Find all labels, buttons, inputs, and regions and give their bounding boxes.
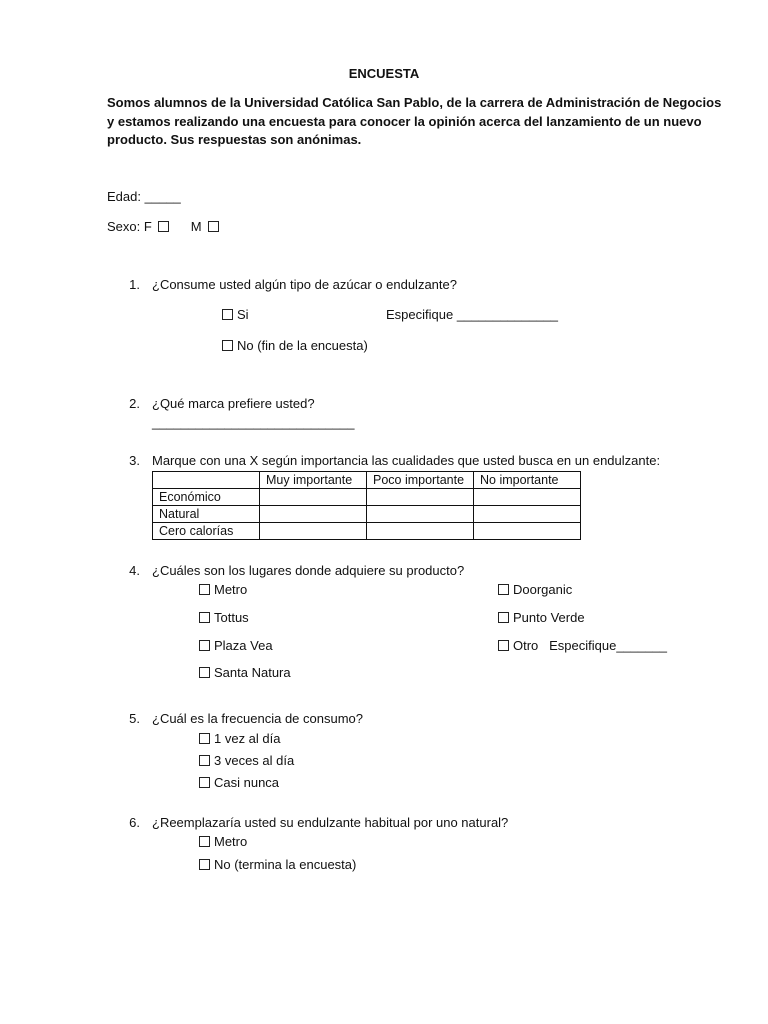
- checkbox[interactable]: [199, 612, 210, 623]
- row-label: Cero calorías: [153, 523, 260, 540]
- q4-option-tottus[interactable]: [199, 610, 249, 625]
- q6-question: ¿Reemplazaría usted su endulzante habitual por uno natural?: [152, 815, 509, 830]
- q4-question: ¿Cuáles son los lugares donde adquiere su producto?: [152, 563, 465, 578]
- checkbox[interactable]: [222, 340, 233, 351]
- answer-cell[interactable]: [260, 489, 367, 506]
- checkbox[interactable]: [199, 777, 210, 788]
- answer-cell[interactable]: [367, 506, 474, 523]
- checkbox[interactable]: [199, 667, 210, 678]
- q4-option-metro[interactable]: [199, 582, 247, 597]
- q3-question: Marque con una X según importancia las cualidades que usted busca en un endulzante:: [152, 453, 661, 468]
- option-label: Casi nunca: [214, 775, 280, 790]
- checkbox[interactable]: [199, 859, 210, 870]
- checkbox[interactable]: [498, 612, 509, 623]
- table-header-cell: Muy importante: [260, 472, 367, 489]
- sexo-m-checkbox[interactable]: [208, 221, 219, 232]
- table-header-row: [153, 472, 581, 489]
- answer-cell[interactable]: [474, 523, 581, 540]
- q1-especifique[interactable]: Especifique ______________: [386, 307, 559, 322]
- sexo-label: Sexo:: [107, 219, 141, 234]
- option-label: Tottus: [214, 610, 249, 625]
- option-label: Punto Verde: [513, 610, 585, 625]
- option-label: No (fin de la encuesta): [237, 338, 368, 353]
- option-label: Otro Especifique_______: [513, 638, 667, 653]
- q6-option[interactable]: [199, 834, 247, 849]
- edad-blank[interactable]: _____: [144, 189, 181, 204]
- table-row: [153, 489, 581, 506]
- survey-title: ENCUESTA: [348, 66, 420, 81]
- answer-cell[interactable]: [367, 489, 474, 506]
- q4-number: 4.: [129, 563, 140, 578]
- q1-option-no[interactable]: [222, 338, 368, 353]
- answer-cell[interactable]: [260, 506, 367, 523]
- option-label: 3 veces al día: [214, 753, 295, 768]
- sexo-f-checkbox[interactable]: [158, 221, 169, 232]
- table-header-cell: No importante: [474, 472, 581, 489]
- edad-field[interactable]: [107, 189, 181, 204]
- answer-cell[interactable]: [367, 523, 474, 540]
- checkbox[interactable]: [199, 836, 210, 847]
- q1-option-si[interactable]: [222, 307, 249, 322]
- q3-number: 3.: [129, 453, 140, 468]
- intro-line: Somos alumnos de la Universidad Católica San Pablo, de la carrera de Administración de Negocios: [107, 95, 722, 110]
- q6-option[interactable]: [199, 857, 356, 872]
- answer-cell[interactable]: [474, 506, 581, 523]
- row-label: Natural: [153, 506, 260, 523]
- q4-option-punto-verde[interactable]: [498, 610, 585, 625]
- option-label: Metro: [214, 834, 248, 849]
- option-label: Si: [237, 307, 249, 322]
- row-label: Económico: [153, 489, 260, 506]
- q5-option[interactable]: [199, 753, 294, 768]
- intro-line: producto. Sus respuestas son anónimas.: [107, 132, 362, 147]
- checkbox[interactable]: [199, 584, 210, 595]
- checkbox[interactable]: [199, 733, 210, 744]
- q5-option[interactable]: [199, 775, 279, 790]
- intro-line: y estamos realizando una encuesta para conocer la opinión acerca del lanzamiento de un nuevo: [107, 113, 702, 129]
- intro-paragraph: [107, 94, 722, 150]
- q5-number: 5.: [129, 711, 140, 726]
- option-label: Doorganic: [513, 582, 573, 597]
- checkbox[interactable]: [498, 584, 509, 595]
- q1-number: 1.: [129, 277, 140, 292]
- q2-question: ¿Qué marca prefiere usted?: [152, 396, 315, 411]
- option-label: Plaza Vea: [214, 638, 273, 653]
- option-label: 1 vez al día: [214, 731, 281, 746]
- table-row: [153, 506, 581, 523]
- q5-option[interactable]: [199, 731, 281, 746]
- q4-option-otro[interactable]: [498, 638, 667, 653]
- checkbox[interactable]: [498, 640, 509, 651]
- checkbox[interactable]: [199, 755, 210, 766]
- answer-cell[interactable]: [474, 489, 581, 506]
- edad-label: Edad:: [107, 189, 141, 204]
- sexo-f-label: F: [143, 219, 152, 234]
- sexo-field: [107, 219, 223, 234]
- table-row: [153, 523, 581, 540]
- q5-question: ¿Cuál es la frecuencia de consumo?: [152, 711, 364, 726]
- checkbox[interactable]: [199, 640, 210, 651]
- q3-importance-table: [152, 471, 581, 540]
- sexo-m-label: M: [190, 219, 202, 234]
- option-label: Metro: [214, 582, 248, 597]
- q2-answer-line[interactable]: ____________________________: [152, 415, 355, 430]
- q1-question: ¿Consume usted algún tipo de azúcar o endulzante?: [152, 277, 457, 292]
- table-header-cell: Poco importante: [367, 472, 474, 489]
- checkbox[interactable]: [222, 309, 233, 320]
- q2-number: 2.: [129, 396, 140, 411]
- option-label: No (termina la encuesta): [214, 857, 357, 872]
- q4-option-doorganic[interactable]: [498, 582, 572, 597]
- q4-option-plaza-vea[interactable]: [199, 638, 273, 653]
- option-label: Santa Natura: [214, 665, 291, 680]
- q4-option-santa-natura[interactable]: [199, 665, 291, 680]
- table-header-cell: [153, 472, 260, 489]
- answer-cell[interactable]: [260, 523, 367, 540]
- q6-number: 6.: [129, 815, 140, 830]
